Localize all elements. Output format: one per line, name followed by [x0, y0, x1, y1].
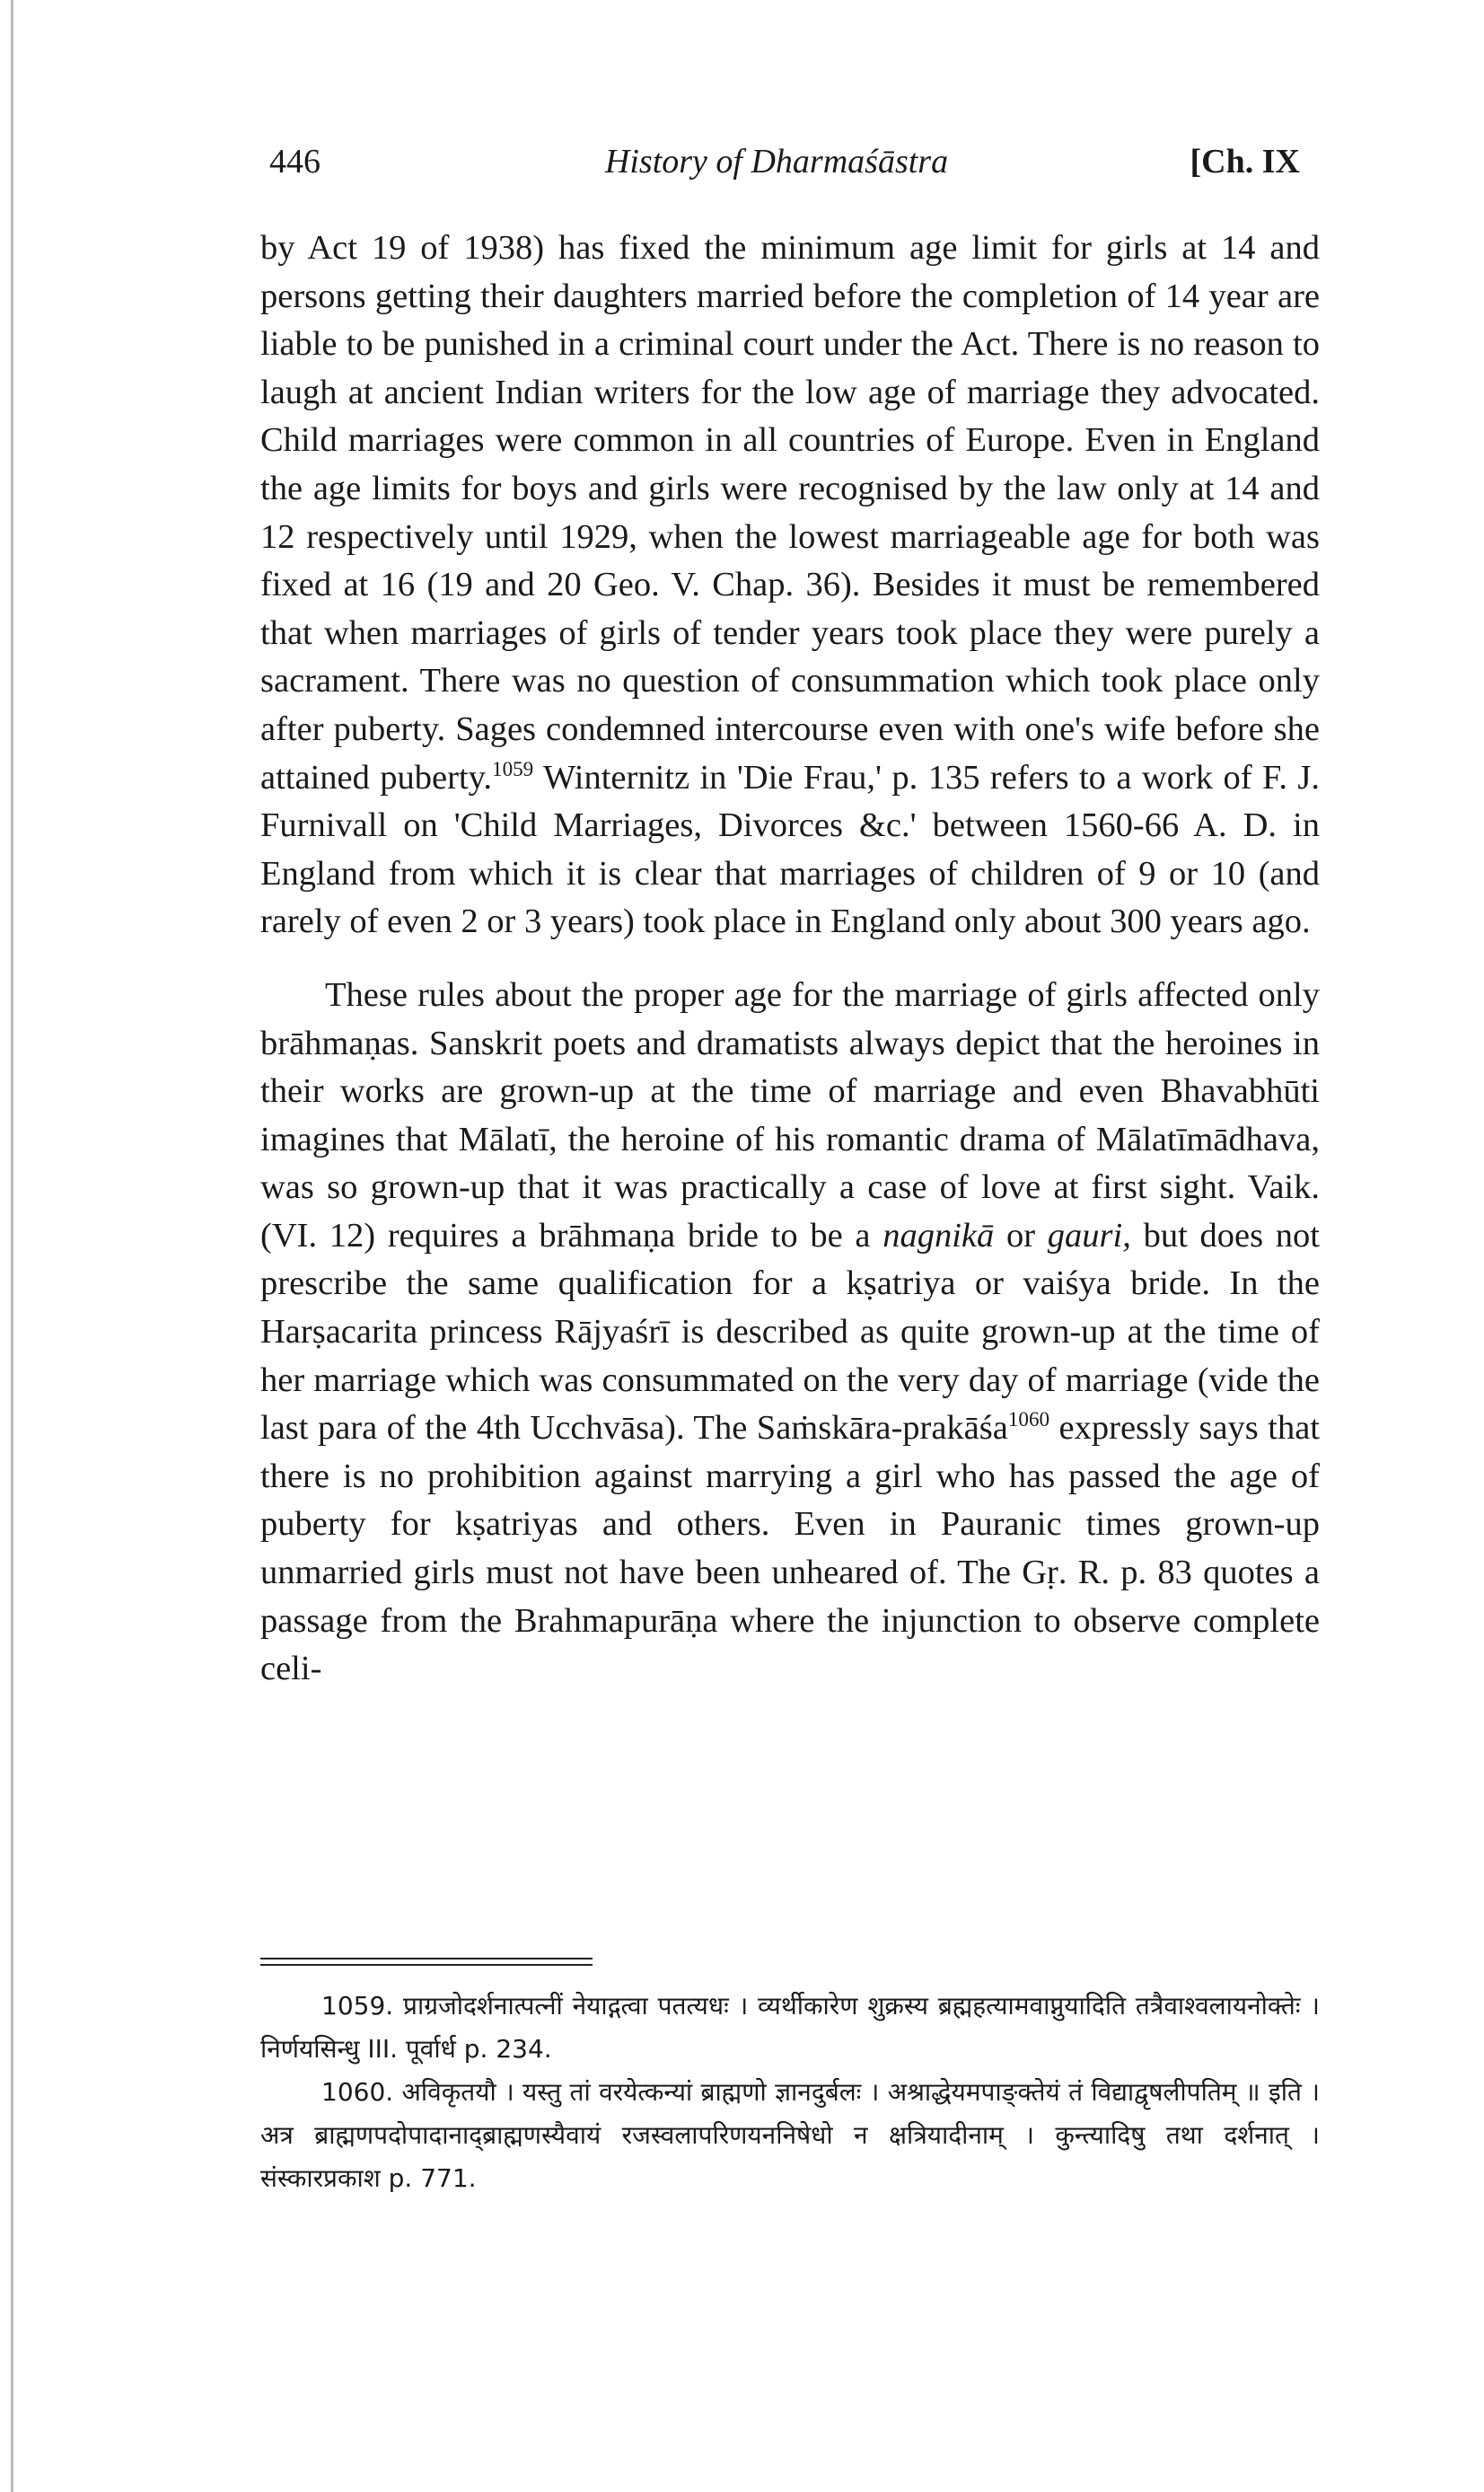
- page-number: 446: [269, 143, 321, 181]
- footnote-1059: 1059. प्राग्रजोदर्शनात्पत्नीं नेयाद्गत्वा पतत्यधः । व्यर्थीकारेण शुक्रस्य ब्रह्महत्यामवाप्नुयादिति तत्रैवाश्वलायनोक्तेः । निर्णयसिन्धु III. पूर्वार्ध p. 234.: [260, 1991, 1320, 2064]
- term-nagnika: nagnikā: [882, 1216, 995, 1255]
- footnote-rule: [260, 1958, 593, 1966]
- running-header: [253, 142, 1300, 196]
- page-edge: [11, 0, 13, 2492]
- book-title: History of Dharmaśāstra: [604, 143, 949, 181]
- paragraph-1-text-a: by Act 19 of 1938) has fixed the minimum age limit for girls at 14 and persons getting their daughters married before the completion of 14 year are liable to be punished in a criminal court under the Act. There is no reason to laugh at ancient Indian writers for the low age of marriage they advocated. Child marriages were common in all countries of Europe. Even in England the age limits for boys and girls were recognised by the law only at 14 and 12 respectively until 1929, when the lowest marriageable age for both was fixed at 16 (19 and 20 Geo. V. Chap. 36). Besides it must be remembered that when marriages of girls of tender years took place they were purely a sacrament. There was no question of consummation which took place only after puberty. Sages condemned intercourse even with one's wife before she attained puberty.: [260, 229, 1320, 797]
- footnote-ref-1059: 1059: [492, 756, 534, 780]
- paragraph-2-text-b: or: [994, 1216, 1048, 1255]
- footnotes: [260, 1985, 1320, 2200]
- chapter-label: [Ch. IX: [1190, 143, 1300, 181]
- paragraph-2: [260, 972, 1320, 1694]
- paragraph-2-text-a: These rules about the proper age for the marriage of girls affected only brāhmaṇas. Sanskrit poets and dramatists always depict that the heroines in their works are grown-up at the time of marriage and even Bhavabhūti imagines that Mālatī, the heroine of his romantic drama of Mālatīmādhava, was so grown-up that it was practically a case of love at first sight. Vaik. (VI. 12) requires a brāhmaṇa bride to be a: [260, 975, 1320, 1255]
- paragraph-1-text-b: Winternitz in 'Die Frau,' p. 135 refers to a work of F. J. Furnivall on 'Child Marriages, Divorces &c.' between 1560-66 A. D. in England from which it is clear that marriages of children of 9 or 10 (and rarely of even 2 or 3 years) took place in England only about 300 years ago.: [260, 758, 1320, 941]
- term-gauri: gauri,: [1047, 1216, 1131, 1255]
- paragraph-2-text-d: expressly says that there is no prohibition against marrying a girl who has passed the age of puberty for kṣatriyas and others. Even in Pauranic times grown-up unmarried girls must not have been unheared of. The Gṛ. R. p. 83 quotes a passage from the Brahmapurāṇa where the injunction to observe complete celi-: [260, 1409, 1320, 1688]
- footnote-ref-1060: 1060: [1007, 1407, 1050, 1431]
- paragraph-1: [260, 225, 1320, 947]
- main-text: [260, 225, 1320, 1694]
- paragraph-2-text-c: but does not prescribe the same qualification for a kṣatriya or vaiśya bride. In the Harṣacarita princess Rājyaśrī is described as quite grown-up at the time of her marriage which was consummated on the very day of marriage (vide the last para of the 4th Ucchvāsa). The Saṁskāra-prakāśa: [260, 1216, 1320, 1448]
- footnote-1060: 1060. अविकृतयौ । यस्तु तां वरयेत्कन्यां ब्राह्मणो ज्ञानदुर्बलः । अश्राद्धेयमपाङ्क्तेयं तं विद्याद्वृषलीपतिम् ॥ इति । अत्र ब्राह्मणपदोपादानाद्ब्राह्मणस्यैवायं रजस्वलापरिणयननिषेधो न क्षत्रियादीनाम् । कुन्त्यादिषु तथा दर्शनात् । संस्कारप्रकाश p. 771.: [260, 2077, 1320, 2193]
